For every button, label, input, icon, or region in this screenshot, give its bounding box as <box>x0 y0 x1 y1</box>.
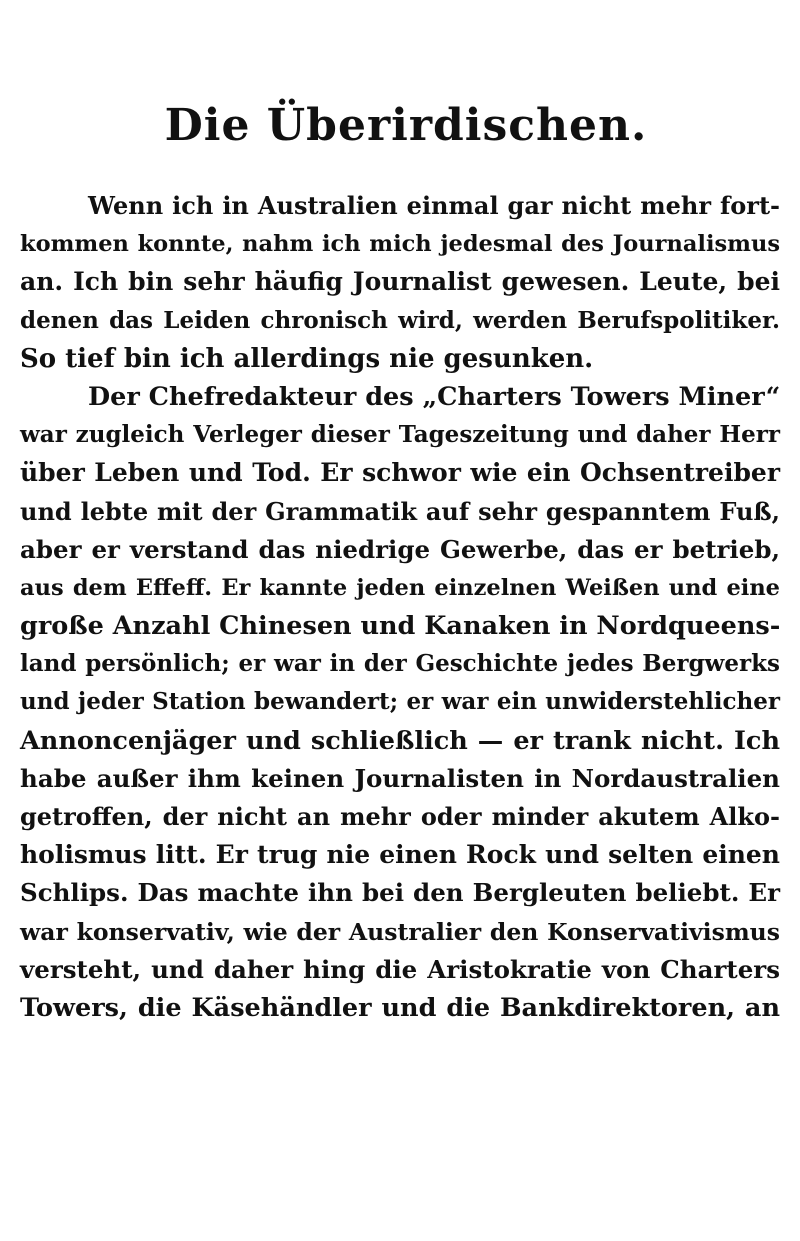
text-line: große Anzahl Chinesen und Kanaken in Nordqueens- <box>20 611 781 642</box>
chapter-title: Die Überirdischen. <box>164 100 648 151</box>
text-line: aber er verstand das niedrige Gewerbe, das er betrieb, <box>20 534 780 564</box>
text-line: denen das Leiden chronisch wird, werden Berufspolitiker. <box>20 306 780 334</box>
text-line: getroffen, der nicht an mehr oder minder akutem Alko- <box>20 802 780 831</box>
text-line: Wenn ich in Australien einmal gar nicht mehr fort- <box>88 191 780 220</box>
body-text <box>20 187 780 1027</box>
text-line: land persönlich; er war in der Geschichte jedes Bergwerks <box>20 650 780 678</box>
text-line: und lebte mit der Grammatik auf sehr gespanntem Fuß, <box>20 496 780 526</box>
text-line: über Leben und Tod. Er schwor wie ein Ochsentreiber <box>20 458 780 488</box>
text-line: war konservativ, wie der Australier den Konservativismus <box>20 917 780 946</box>
text-line: war zugleich Verleger dieser Tageszeitung und daher Herr <box>20 421 780 449</box>
text-line: und jeder Station bewandert; er war ein unwiderstehlicher <box>20 688 780 716</box>
text-line: an. Ich bin sehr häufig Journalist gewesen. Leute, bei <box>20 267 780 297</box>
text-line: Towers, die Käsehändler und die Bankdirektoren, an <box>20 992 780 1023</box>
text-line: versteht, und daher hing die Aristokratie von Charters <box>20 954 780 984</box>
text-line: So tief bin ich allerdings nie gesunken. <box>20 343 594 374</box>
text-line: holismus litt. Er trug nie einen Rock und selten einen <box>20 840 780 870</box>
text-line: Annoncenjäger und schließlich — er trank nicht. Ich <box>20 725 780 756</box>
text-line: Der Chefredakteur des „Charters Towers Miner“ <box>88 381 781 412</box>
text-line: aus dem Effeff. Er kannte jeden einzelnen Weißen und eine <box>20 574 780 601</box>
text-line: habe außer ihm keinen Journalisten in Nordaustralien <box>20 763 780 793</box>
text-line: kommen konnte, nahm ich mich jedesmal des Journalismus <box>20 231 780 258</box>
text-line: Schlips. Das machte ihn bei den Bergleuten beliebt. Er <box>20 878 780 908</box>
